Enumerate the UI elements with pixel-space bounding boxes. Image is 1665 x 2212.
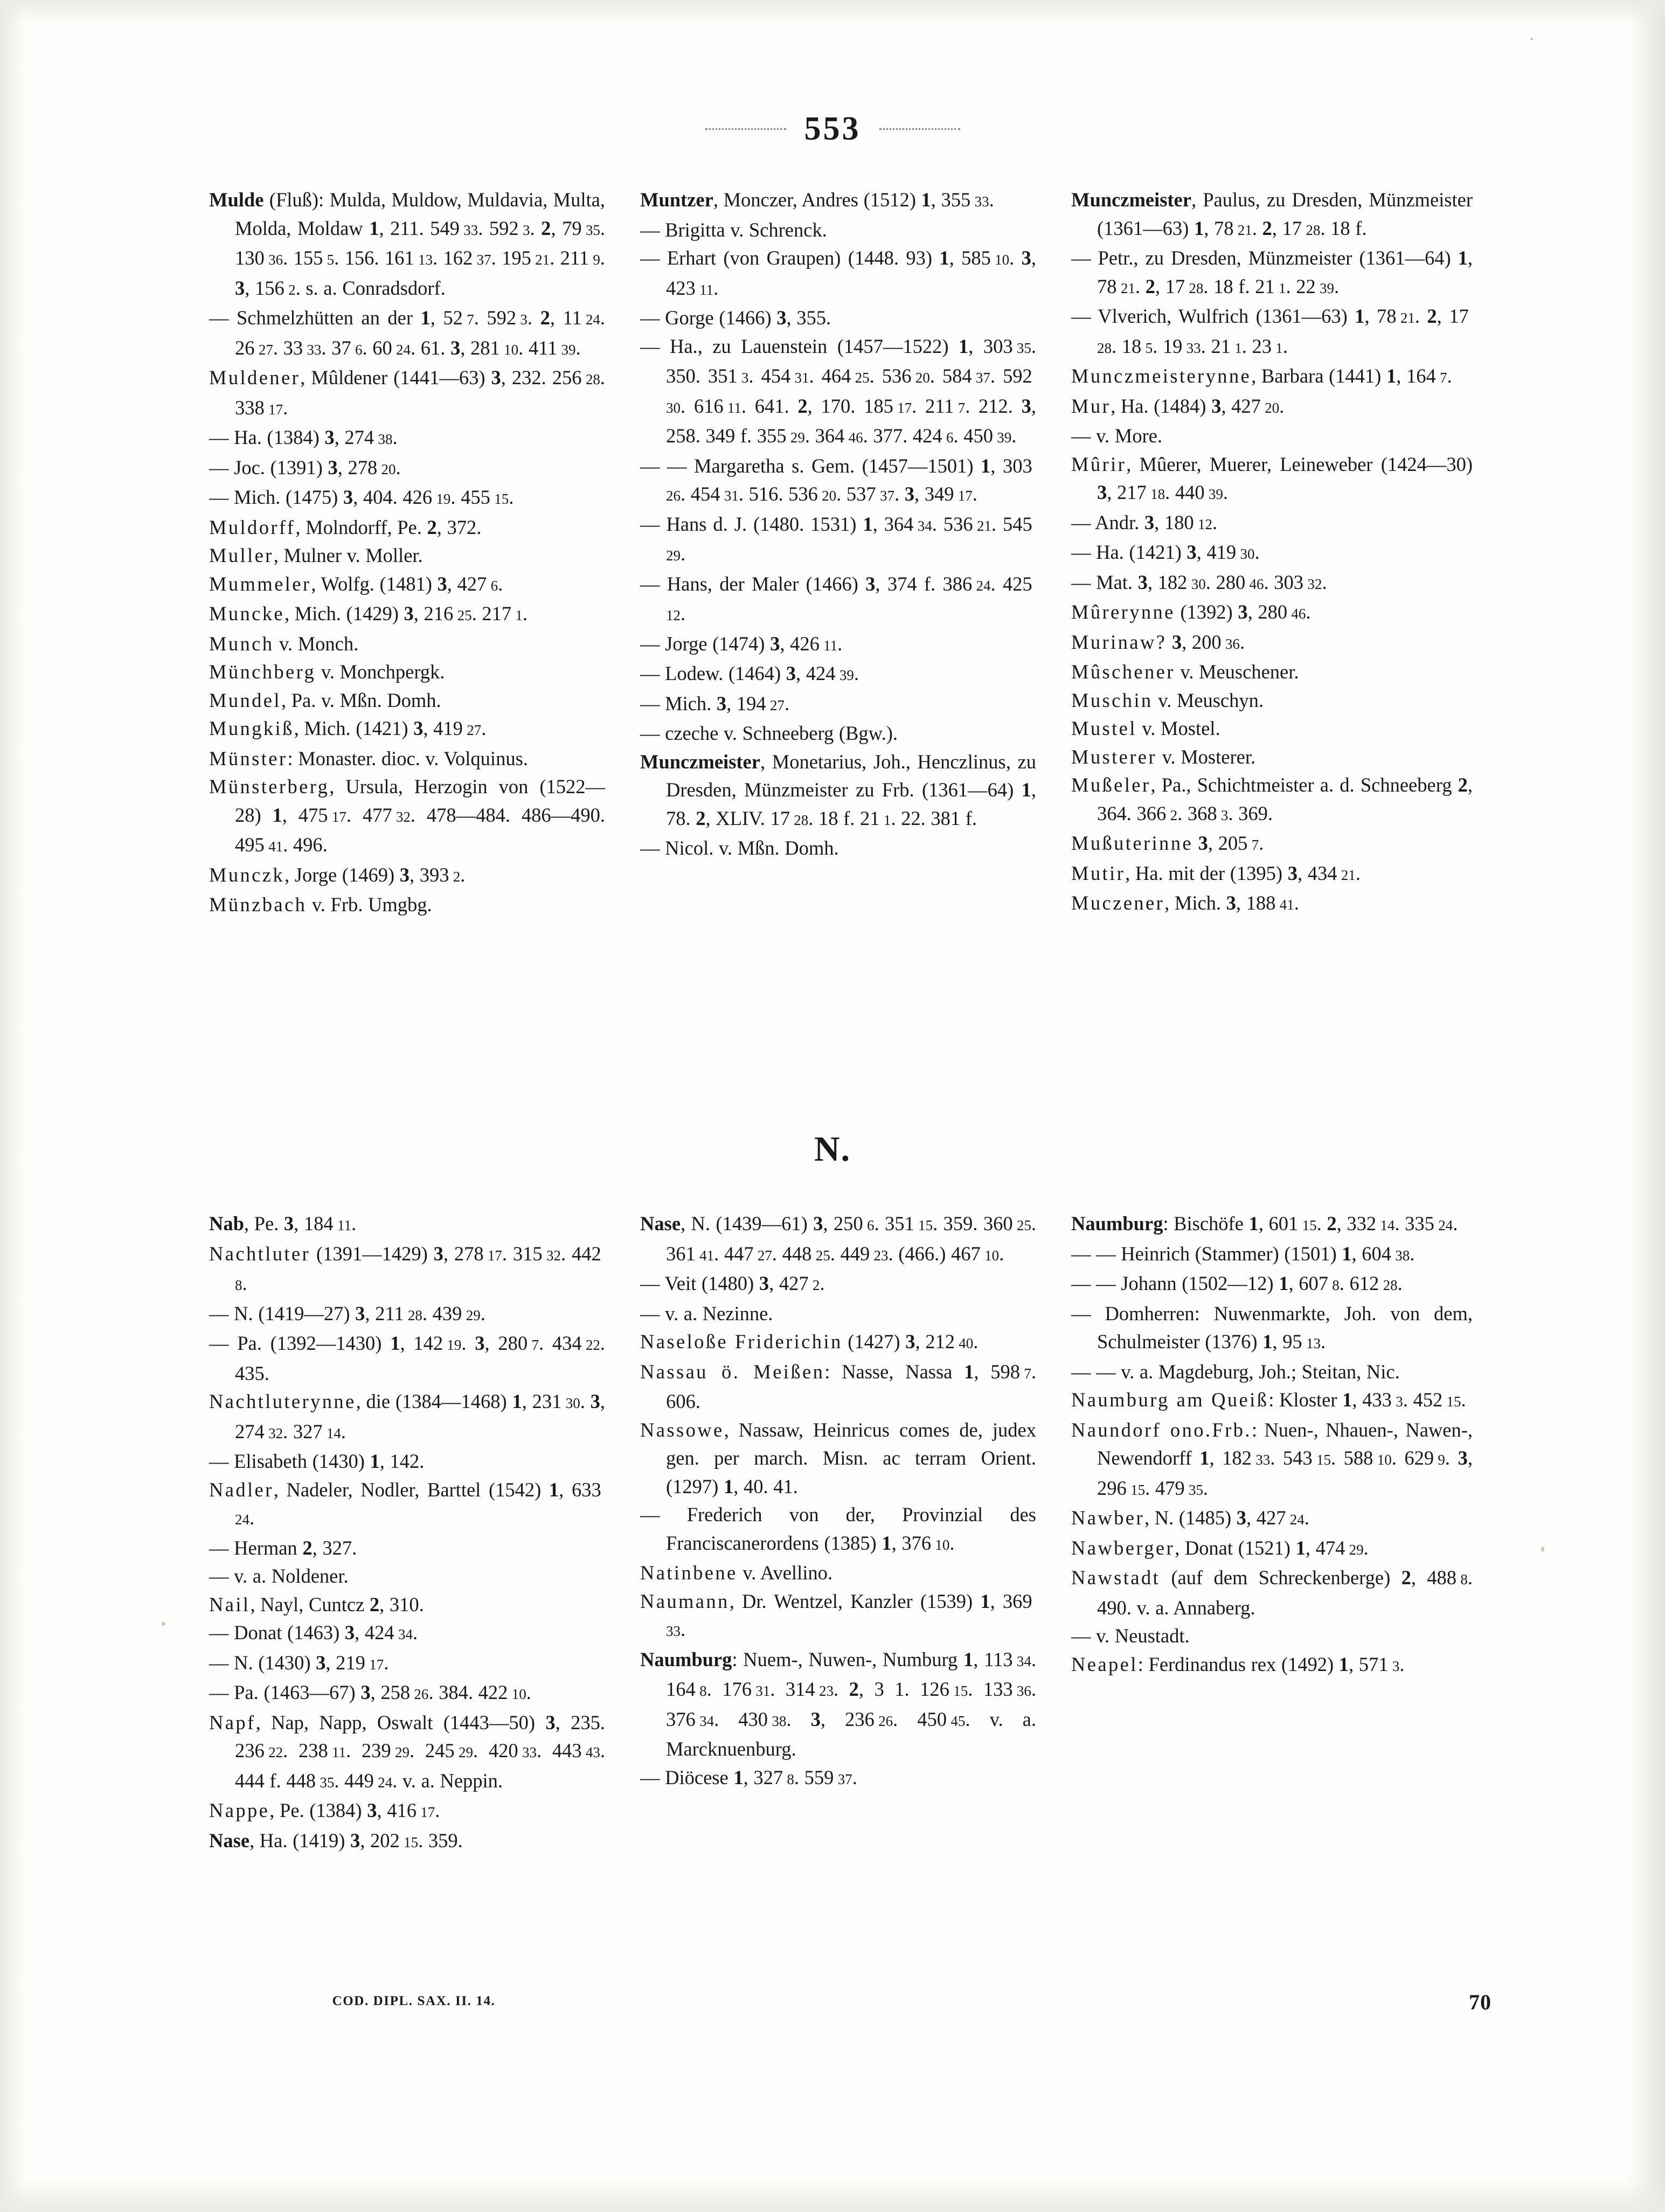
index-entry: — Donat (1463) 3, 424 34.	[209, 1621, 418, 1644]
index-entry: — — Heinrich (Stammer) (1501) 1, 604 38.	[1071, 1242, 1415, 1265]
index-entry: — Erhart (von Graupen) (1448. 93) 1, 585 10. 3, 423 11.	[640, 247, 1037, 299]
index-entry: Napf, Nap, Napp, Oswalt (1443—50) 3, 235. 236 22. 238 11. 239 29. 245 29. 420 33. 443 43. 444 f. 448 35. 449 24. v. a. Neppin.	[209, 1711, 606, 1792]
index-entry: Mûrir, Mûerer, Muerer, Leineweber (1424—30) 3, 217 18. 440 39.	[1071, 453, 1473, 503]
index-entry: Munczmeisterynne, Barbara (1441) 1, 164 7.	[1071, 365, 1452, 387]
index-block-n	[209, 1210, 1473, 1856]
index-entry: Münchberg v. Monchpergk.	[209, 661, 445, 683]
sheet-number: 70	[1469, 1990, 1491, 2014]
index-column-3	[1071, 186, 1473, 919]
index-entry: — Diöcese 1, 327 8. 559 37.	[640, 1766, 857, 1788]
index-entry: Neapel: Ferdinandus rex (1492) 1, 571 3.	[1071, 1653, 1405, 1675]
index-entry: Muczener, Mich. 3, 188 41.	[1071, 892, 1299, 914]
scan-edge-bottom	[0, 2180, 1665, 2212]
index-block-m	[209, 186, 1473, 919]
running-head-rule-right	[879, 128, 960, 130]
index-entry: — Frederich von der, Provinzial des Franciscanerordens (1385) 1, 376 10.	[640, 1503, 1036, 1554]
index-entry: Munch v. Monch.	[209, 632, 359, 655]
scan-edge-left	[0, 0, 25, 2212]
index-entry: Mundel, Pa. v. Mßn. Domh.	[209, 689, 441, 711]
folio-number: 553	[804, 110, 861, 148]
index-entry: — Veit (1480) 3, 427 2.	[640, 1272, 825, 1294]
index-entry: — — Margaretha s. Gem. (1457—1501) 1, 303 26. 454 31. 516. 536 20. 537 37. 3, 349 17.	[640, 454, 1037, 505]
running-head	[0, 108, 1665, 148]
index-entry: — Domherren: Nuwenmarkte, Joh. von dem, Schulmeister (1376) 1, 95 13.	[1071, 1302, 1473, 1353]
index-entry: Muller, Mulner v. Moller.	[209, 544, 423, 566]
index-entry: — Vlverich, Wulfrich (1361—63) 1, 78 21. 2, 17 28. 18 5. 19 33. 21 1. 23 1.	[1071, 305, 1473, 357]
index-entry: Mûschener v. Meuschener.	[1071, 661, 1299, 683]
index-entry: Muschin v. Meuschyn.	[1071, 689, 1264, 711]
index-entry: Nappe, Pe. (1384) 3, 416 17.	[209, 1799, 440, 1821]
index-entry: — v. a. Nezinne.	[640, 1302, 773, 1325]
scan-edge-top	[0, 0, 1665, 22]
index-entry: — N. (1419—27) 3, 211 28. 439 29.	[209, 1302, 485, 1325]
index-entry: — Schmelzhütten an der 1, 52 7. 592 3. 2, 11 24. 26 27. 33 33. 37 6. 60 24. 61. 3, 281 10. 411 39.	[209, 307, 606, 359]
index-entry: Nail, Nayl, Cuntcz 2, 310.	[209, 1593, 424, 1615]
index-entry: Mur, Ha. (1484) 3, 427 20.	[1071, 394, 1285, 417]
index-entry: — Nicol. v. Mßn. Domh.	[640, 837, 839, 859]
index-entry: — Jorge (1474) 3, 426 11.	[640, 632, 843, 655]
index-entry: Naumburg: Nuem-, Nuwen-, Numburg 1, 113 34. 164 8. 176 31. 314 23. 2, 3 1. 126 15. 133 36. 376 34. 430 38. 3, 236 26. 450 45. v. a. Marcknuenburg.	[640, 1648, 1037, 1760]
index-entry: — Herman 2, 327.	[209, 1536, 357, 1559]
index-entry: Naseloße Friderichin (1427) 3, 212 40.	[640, 1330, 979, 1353]
index-entry: — v. More.	[1071, 425, 1162, 447]
index-entry: Naundorf ono.Frb.: Nuen-, Nhauen-, Nawen-, Newendorff 1, 182 33. 543 15. 588 10. 629 9. 3, 296 15. 479 35.	[1071, 1418, 1473, 1499]
index-entry: — v. a. Noldener.	[209, 1565, 349, 1587]
index-entry: Muntzer, Monczer, Andres (1512) 1, 355 33.	[640, 189, 994, 211]
index-column-2	[640, 1210, 1036, 1856]
index-entry: — Joc. (1391) 3, 278 20.	[209, 456, 401, 479]
index-entry: — N. (1430) 3, 219 17.	[209, 1651, 389, 1674]
index-entry: Nawberger, Donat (1521) 1, 474 29.	[1071, 1536, 1369, 1559]
index-entry: — Hans, der Maler (1466) 3, 374 f. 386 24. 425 12.	[640, 572, 1036, 625]
index-entry: — Mich. 3, 194 27.	[640, 692, 790, 715]
index-entry: — Elisabeth (1430) 1, 142.	[209, 1450, 425, 1472]
section-letter-heading: N.	[814, 1129, 851, 1169]
index-entry: Munczmeister, Paulus, zu Dresden, Münzmeister (1361—63) 1, 78 21. 2, 17 28. 18 f.	[1071, 189, 1473, 239]
index-entry: Munczk, Jorge (1469) 3, 393 2.	[209, 863, 466, 886]
index-entry: — Ha. (1384) 3, 274 38.	[209, 426, 398, 448]
index-column-3	[1071, 1210, 1473, 1856]
index-entry: Nassowe, Nassaw, Heinricus comes de, judex gen. per march. Misn. ac terram Orient. (1297) 1, 40. 41.	[640, 1418, 1036, 1497]
index-entry: Naumann, Dr. Wentzel, Kanzler (1539) 1, 369 33.	[640, 1590, 1036, 1640]
index-entry: Nassau ö. Meißen: Nasse, Nassa 1, 598 7. 606.	[640, 1360, 1036, 1412]
index-entry: Mummeler, Wolfg. (1481) 3, 427 6.	[209, 572, 503, 595]
index-entry: Nab, Pe. 3, 184 11.	[209, 1212, 357, 1235]
signature-mark: COD. DIPL. SAX. II. 14.	[332, 1994, 496, 2008]
paper-speck	[1541, 1547, 1544, 1552]
index-entry: Münsterberg, Ursula, Herzogin von (1522—28) 1, 475 17. 477 32. 478—484. 486—490. 495 41. 496.	[209, 775, 606, 856]
index-column-1	[209, 186, 605, 919]
index-entry: — Ha. (1421) 3, 419 30.	[1071, 541, 1260, 563]
index-entry: Nawstadt (auf dem Schreckenberge) 2, 488 8. 490. v. a. Annaberg.	[1071, 1566, 1473, 1619]
index-entry: Naumburg am Queiß: Kloster 1, 433 3. 452 15.	[1071, 1389, 1466, 1411]
index-entry: Muncke, Mich. (1429) 3, 216 25. 217 1.	[209, 602, 528, 625]
paper-speck	[1530, 38, 1533, 40]
index-entry: Mûrerynne (1392) 3, 280 46.	[1071, 601, 1311, 623]
index-entry: Mustel v. Mostel.	[1071, 717, 1220, 739]
index-entry: — Andr. 3, 180 12.	[1071, 511, 1218, 533]
index-entry: — Mat. 3, 182 30. 280 46. 303 32.	[1071, 571, 1327, 593]
index-entry: Muldorff, Molndorff, Pe. 2, 372.	[209, 516, 482, 538]
running-head-rule-left	[705, 128, 786, 130]
index-entry: Nachtluterynne, die (1384—1468) 1, 231 30. 3, 274 32. 327 14.	[209, 1390, 606, 1443]
index-entry: — Petr., zu Dresden, Münzmeister (1361—64) 1, 78 21. 2, 17 28. 18 f. 21 1. 22 39.	[1071, 247, 1473, 297]
index-entry: Nawber, N. (1485) 3, 427 24.	[1071, 1507, 1309, 1529]
index-entry: Münster: Monaster. dioc. v. Volquinus.	[209, 747, 528, 769]
index-entry: — Hans d. J. (1480. 1531) 1, 364 34. 536 21. 545 29.	[640, 512, 1037, 565]
index-entry: — Brigitta v. Schrenck.	[640, 218, 827, 241]
scan-edge-right	[1627, 0, 1665, 2212]
index-entry: Musterer v. Mosterer.	[1071, 745, 1256, 768]
index-entry: — Pa. (1463—67) 3, 258 26. 384. 422 10.	[209, 1681, 531, 1703]
index-entry: Nadler, Nadeler, Nodler, Barttel (1542) 1, 633 24.	[209, 1478, 606, 1529]
index-entry: — Pa. (1392—1430) 1, 142 19. 3, 280 7. 434 22. 435.	[209, 1332, 605, 1384]
index-entry: Naumburg: Bischöfe 1, 601 15. 2, 332 14. 335 24.	[1071, 1212, 1458, 1235]
index-entry: Nase, Ha. (1419) 3, 202 15. 359.	[209, 1829, 463, 1852]
paper-speck	[162, 1622, 165, 1626]
index-entry: Mungkiß, Mich. (1421) 3, 419 27.	[209, 717, 487, 739]
index-entry: Nachtluter (1391—1429) 3, 278 17. 315 32. 442 8.	[209, 1242, 606, 1294]
index-entry: Murinaw? 3, 200 36.	[1071, 630, 1245, 653]
index-entry: Muldener, Mûldener (1441—63) 3, 232. 256 28. 338 17.	[209, 366, 605, 419]
index-entry: — — Johann (1502—12) 1, 607 8. 612 28.	[1071, 1272, 1403, 1294]
index-entry: Mutir, Ha. mit der (1395) 3, 434 21.	[1071, 862, 1361, 884]
index-entry: — v. Neustadt.	[1071, 1625, 1190, 1647]
index-entry: Munczmeister, Monetarius, Joh., Henczlinus, zu Dresden, Münzmeister zu Frb. (1361—64) 1, 78. 2, XLIV. 17 28. 18 f. 21 1. 22. 381 f.	[640, 750, 1036, 829]
index-entry: Mulde (Fluß): Mulda, Muldow, Muldavia, Multa, Molda, Moldaw 1, 211. 549 33. 592 3. 2, 79 35. 130 36. 155 5. 156. 161 13. 162 37. 195 21. 211 9. 3, 156 2. s. a. Conradsdorf.	[209, 189, 606, 299]
index-entry: — Gorge (1466) 3, 355.	[640, 307, 831, 329]
index-column-1	[209, 1210, 605, 1856]
index-entry: Münzbach v. Frb. Umgbg.	[209, 893, 432, 916]
index-entry: Mußuterinne 3, 205 7.	[1071, 832, 1264, 854]
index-entry: — Mich. (1475) 3, 404. 426 19. 455 15.	[209, 486, 514, 508]
index-column-2	[640, 186, 1036, 919]
index-entry: — czeche v. Schneeberg (Bgw.).	[640, 722, 898, 744]
index-entry: — Lodew. (1464) 3, 424 39.	[640, 662, 859, 684]
index-entry: Natinbene v. Avellino.	[640, 1562, 832, 1584]
index-entry: Mußeler, Pa., Schichtmeister a. d. Schneeberg 2, 364. 366 2. 368 3. 369.	[1071, 774, 1473, 824]
index-entry: — Ha., zu Lauenstein (1457—1522) 1, 303 35. 350. 351 3. 454 31. 464 25. 536 20. 584 37. 592 30. 616 11. 641. 2, 170. 185 17. 211 7. 212. 3, 258. 349 f. 355 29. 364 46. 377. 424 6. 450 39.	[640, 335, 1037, 447]
index-entry: — — v. a. Magdeburg, Joh.; Steitan, Nic.	[1071, 1360, 1400, 1383]
index-entry: Nase, N. (1439—61) 3, 250 6. 351 15. 359. 360 25. 361 41. 447 27. 448 25. 449 23. (466.) 467 10.	[640, 1212, 1036, 1265]
